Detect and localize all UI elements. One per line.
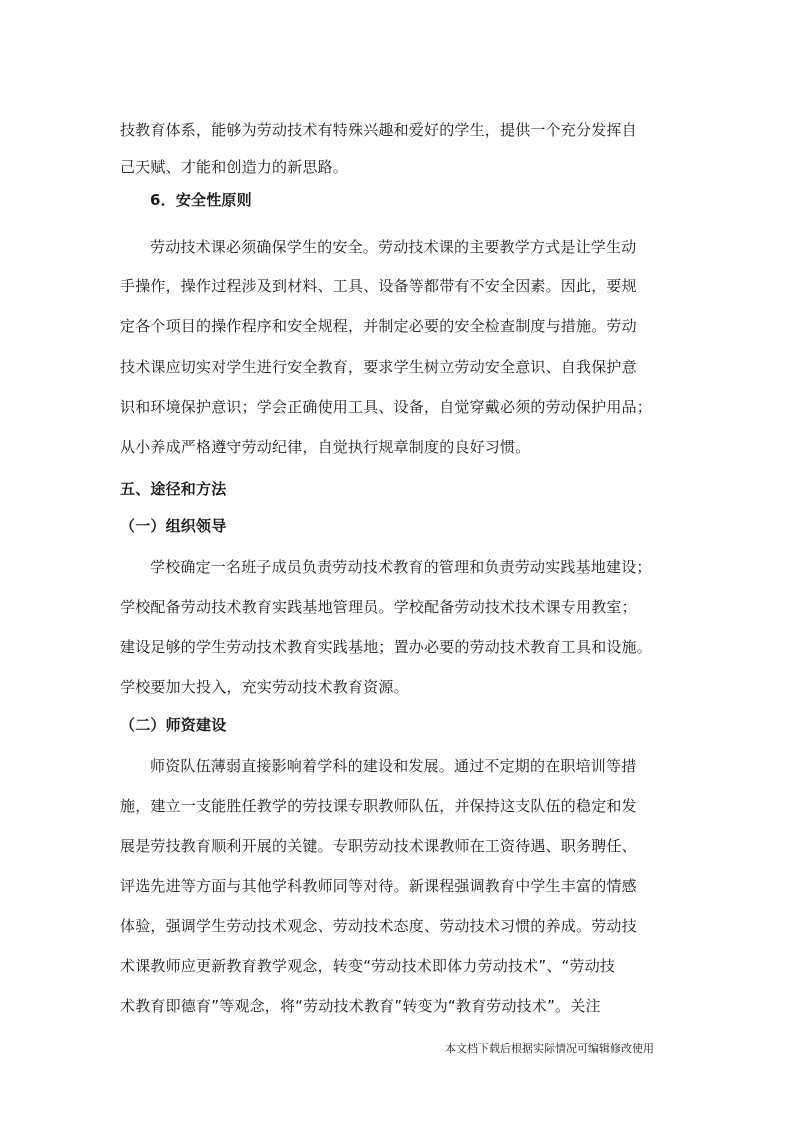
body-line: 建设足够的学生劳动技术教育实践基地；置办必要的劳动技术教育工具和设施。 bbox=[120, 638, 653, 656]
body-line: 评选先进等方面与其他学科教师同等对待。新课程强调教育中学生丰富的情感 bbox=[120, 877, 637, 895]
body-line: 手操作，操作过程涉及到材料、工具、设备等都带有不安全因素。因此，要规 bbox=[120, 277, 637, 295]
body-line: 技教育体系，能够为劳动技术有特殊兴趣和爱好的学生，提供一个充分发挥自 bbox=[120, 121, 637, 139]
body-line: 技术课应切实对学生进行安全教育，要求学生树立劳动安全意识、自我保护意 bbox=[120, 358, 637, 376]
body-line: 施，建立一支能胜任教学的劳技课专职教师队伍，并保持这支队伍的稳定和发 bbox=[120, 797, 637, 815]
subsection-heading: （二）师资建设 bbox=[120, 716, 227, 734]
body-line: 师资队伍薄弱直接影响着学科的建设和发展。通过不定期的在职培训等措 bbox=[150, 757, 637, 775]
chapter-heading: 五、途径和方法 bbox=[120, 480, 227, 498]
body-line: 展是劳技教育顺利开展的关键。专职劳动技术课教师在工资待遇、职务聘任、 bbox=[120, 837, 637, 855]
body-line: 术课教师应更新教育教学观念，转变“劳动技术即体力劳动技术”、“劳动技 bbox=[120, 957, 616, 975]
body-line: 学校配备劳动技术教育实践基地管理员。学校配备劳动技术技术课专用教室； bbox=[120, 598, 637, 616]
body-line: 劳动技术课必须确保学生的安全。劳动技术课的主要教学方式是让学生动 bbox=[150, 238, 637, 256]
body-line: 术教育即德育”等观念，将“劳动技术教育”转变为“教育劳动技术”。关注 bbox=[120, 997, 601, 1015]
body-line: 学校确定一名班子成员负责劳动技术教育的管理和负责劳动实践基地建设； bbox=[150, 558, 652, 576]
body-line: 定各个项目的操作程序和安全规程，并制定必要的安全检查制度与措施。劳动 bbox=[120, 317, 637, 335]
body-line: 己天赋、才能和创造力的新思路。 bbox=[120, 158, 349, 176]
body-line: 学校要加大投入，充实劳动技术教育资源。 bbox=[120, 678, 409, 696]
footer-note: 本文档下载后根据实际情况可编辑修改使用 bbox=[445, 1042, 654, 1055]
body-line: 体验，强调学生劳动技术观念、劳动技术态度、劳动技术习惯的养成。劳动技 bbox=[120, 917, 637, 935]
section-heading: 6．安全性原则 bbox=[150, 191, 252, 209]
body-line: 从小养成严格遵守劳动纪律，自觉执行规章制度的良好习惯。 bbox=[120, 438, 531, 456]
subsection-heading: （一）组织领导 bbox=[120, 517, 227, 535]
body-line: 识和环境保护意识；学会正确使用工具、设备，自觉穿戴必须的劳动保护用品； bbox=[120, 398, 653, 416]
